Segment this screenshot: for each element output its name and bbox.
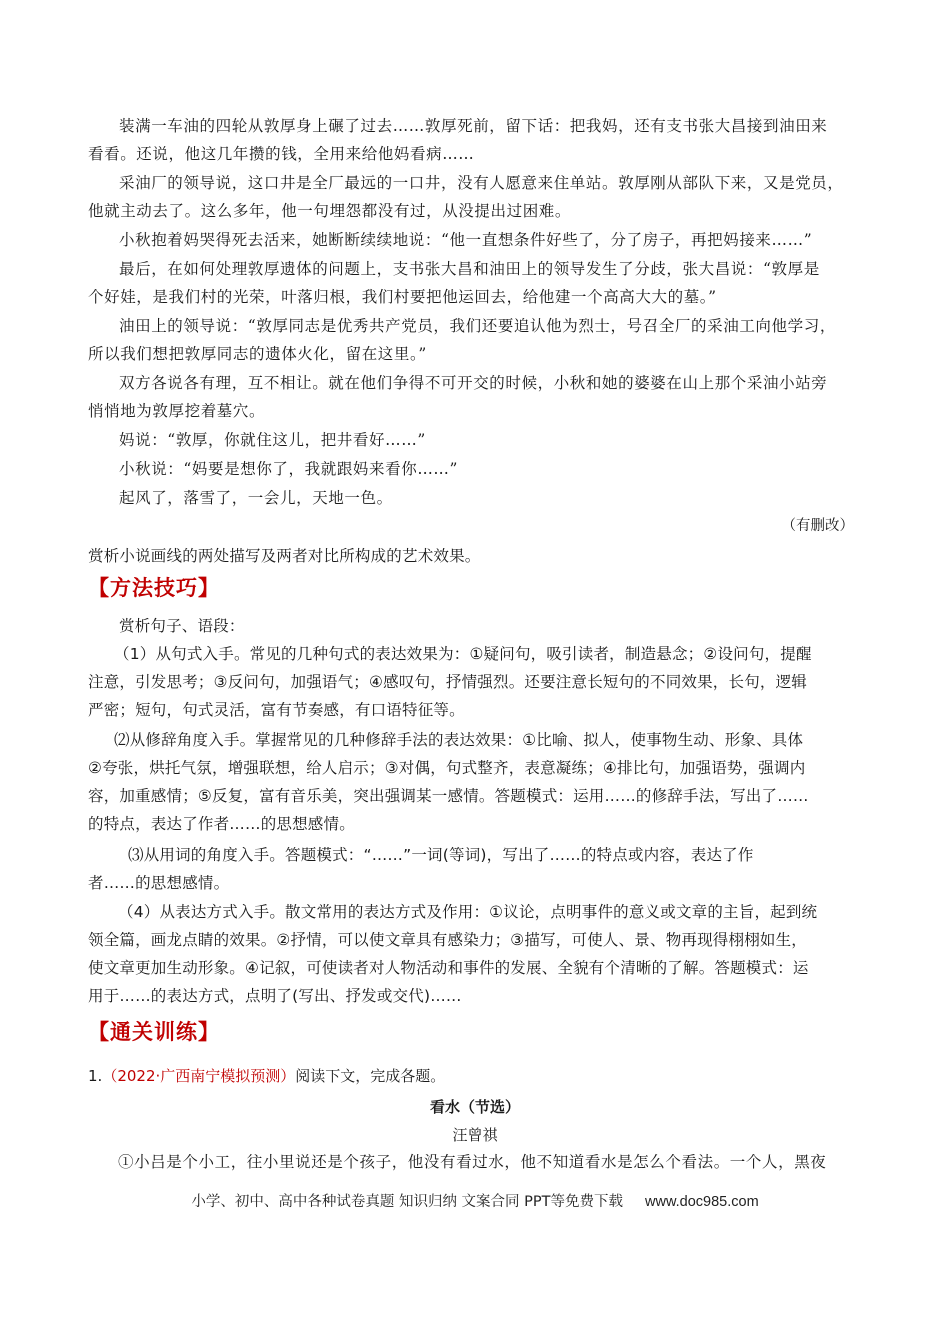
story-line: 他就主动去了。这么多年，他一句埋怨都没有过，从没提出过困难。 [88, 202, 572, 220]
question-prompt [88, 542, 864, 570]
method-item-2 [88, 726, 864, 838]
question-instruction: 阅读下文，完成各题。 [295, 1067, 446, 1085]
story-paragraph-4 [88, 255, 864, 311]
story-line: 妈说：“敦厚，你就住这儿，把井看好……” [119, 431, 426, 449]
method-line: 严密；短句，句式灵活，富有节奏感，有口语特征等。 [88, 701, 465, 719]
story-line: 小秋说：“妈要是想你了，我就跟妈来看你……” [119, 460, 459, 478]
story-line: 最后，在如何处理敦厚遗体的问题上，支书张大昌和油田上的领导发生了分歧，张大昌说：“敦厚是 [119, 260, 820, 278]
method-item-3 [88, 841, 864, 897]
story-line: 个好娃，是我们村的光荣，叶落归根，我们村要把他运回去，给他建一个高高大大的墓。” [88, 288, 717, 306]
method-line: （1）从句式入手。常见的几种句式的表达效果为：①疑问句，吸引读者，制造悬念；②设问句，提醒 [114, 645, 812, 663]
footer-text: 小学、初中、高中各种试卷真题 知识归纳 文案合同 PPT等免费下载 [191, 1194, 624, 1210]
method-line: （4）从表达方式入手。散文常用的表达方式及作用：①议论，点明事件的意义或文章的主旨，起到统 [118, 903, 818, 921]
article-title: 看水（节选） [429, 1098, 520, 1116]
story-line: 看看。还说，他这几年攒的钱，全用来给他妈看病…… [88, 145, 475, 163]
story-paragraph-2 [88, 169, 864, 225]
source-note: （有删改） [781, 518, 854, 534]
story-line: 小秋抱着妈哭得死去活来，她断断续续地说：“他一直想条件好些了，分了房子，再把妈接来……” [119, 231, 813, 249]
story-paragraph-6 [88, 369, 864, 425]
story-line: 装满一车油的四轮从敦厚身上碾了过去……敦厚死前，留下话：把我妈，还有支书张大昌接到油田来 [119, 117, 828, 135]
method-line: 注意，引发思考；③反问句，加强语气；④感叹句，抒情强烈。还要注意长短句的不同效果，长句，逻辑 [88, 673, 807, 691]
method-line: 容，加重感情；⑤反复，富有音乐美，突出强调某一感情。答题模式：运用……的修辞手法，写出了…… [88, 787, 809, 805]
story-paragraph-8 [88, 455, 864, 483]
page-footer [0, 1190, 950, 1211]
method-line: ⑶从用词的角度入手。答题模式：“……”一词(等词)，写出了……的特点或内容，表达了作 [128, 846, 754, 864]
method-line: 的特点，表达了作者……的思想感情。 [88, 815, 355, 833]
story-paragraph-3 [88, 226, 864, 254]
question-source: （2022·广西南宁模拟预测） [102, 1067, 296, 1085]
story-paragraph-7 [88, 426, 864, 454]
story-paragraph-1 [88, 112, 864, 168]
training-heading: 【通关训练】 [88, 1020, 220, 1044]
question-text: 赏析小说画线的两处描写及两者对比所构成的艺术效果。 [88, 547, 481, 565]
article-line: ①小吕是个小工，往小里说还是个孩子，他没有看过水，他不知道看水是怎么个看法。一个人，黑夜 [118, 1153, 827, 1171]
methods-intro [88, 612, 864, 640]
story-line: 起风了，落雪了，一会儿，天地一色。 [119, 489, 393, 507]
story-line: 悄悄地为敦厚挖着墓穴。 [88, 402, 266, 420]
story-line: 油田上的领导说：“敦厚同志是优秀共产党员，我们还要追认他为烈士，号召全厂的采油工向他学习， [119, 317, 836, 335]
footer-url[interactable]: www.doc985.com [645, 1194, 759, 1210]
story-line: 双方各说各有理，互不相让。就在他们争得不可开交的时候，小秋和她的婆婆在山上那个采油小站旁 [119, 374, 828, 392]
method-line: 用于……的表达方式，点明了(写出、抒发或交代)…… [88, 987, 462, 1005]
training-question [88, 1065, 445, 1086]
methods-intro-text: 赏析句子、语段： [119, 617, 245, 635]
article-paragraph-1 [118, 1148, 864, 1176]
methods-heading: 【方法技巧】 [88, 576, 220, 600]
method-item-4 [88, 898, 864, 1010]
method-line: 者……的思想感情。 [88, 874, 230, 892]
story-paragraph-5 [88, 312, 864, 368]
question-number: 1. [88, 1067, 103, 1085]
method-line: 使文章更加生动形象。④记叙，可使读者对人物活动和事件的发展、全貌有个清晰的了解。答题模式：运 [88, 959, 809, 977]
story-paragraph-9 [88, 484, 864, 512]
method-line: ②夸张，烘托气氛，增强联想，给人启示；③对偶，句式整齐，表意凝练；④排比句，加强语势，强调内 [88, 759, 806, 777]
story-line: 所以我们想把敦厚同志的遗体火化，留在这里。” [88, 345, 427, 363]
method-item-1 [88, 640, 864, 724]
method-line: 领全篇，画龙点睛的效果。②抒情，可以使文章具有感染力；③描写，可使人、景、物再现得栩栩如生， [88, 931, 807, 949]
story-line: 采油厂的领导说，这口井是全厂最远的一口井，没有人愿意来住单站。敦厚刚从部队下来，又是党员， [119, 174, 844, 192]
article-author: 汪曾祺 [452, 1126, 498, 1144]
method-line: ⑵从修辞角度入手。掌握常见的几种修辞手法的表达效果：①比喻、拟人，使事物生动、形象、具体 [114, 731, 804, 749]
